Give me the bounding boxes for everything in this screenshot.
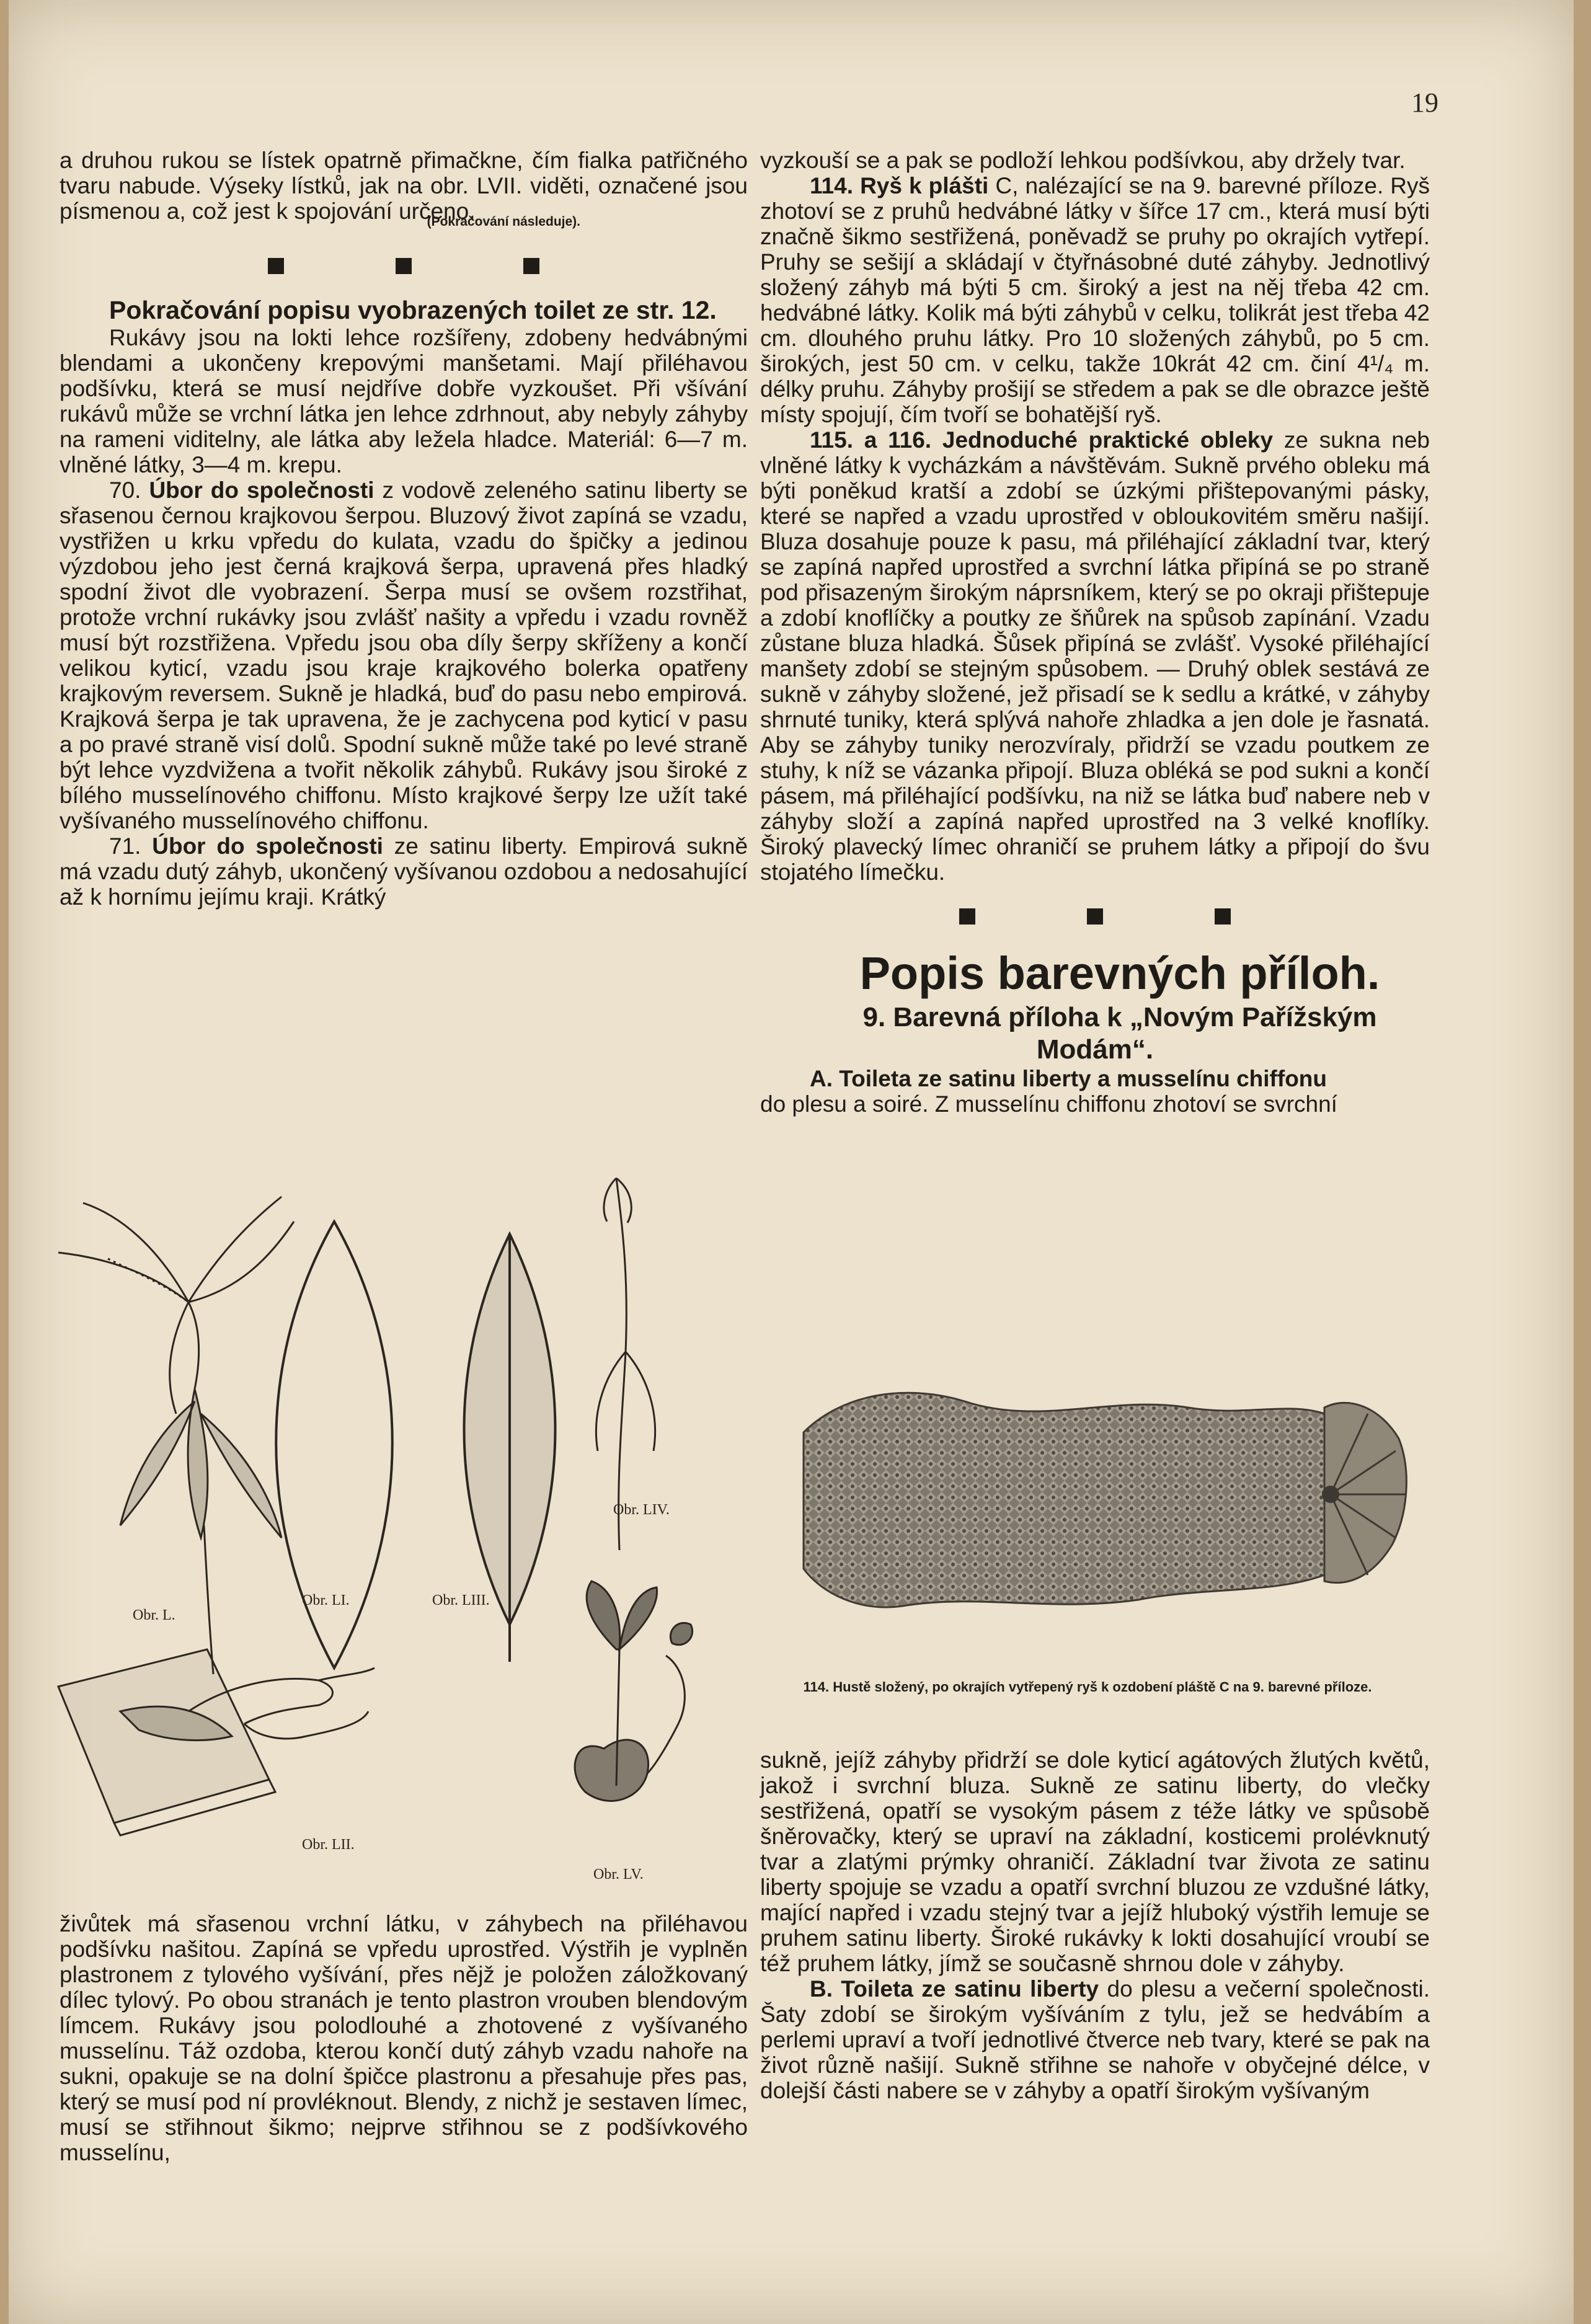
item-text: C, nalézající se na 9. barevné příloze. Ryš zhotoví se z pruhů hedvábné látky v šířce 17 cm., která musí býti značně šikmo sestřižená, poněvadž se pruhy po okrajích vytřepí. Pruhy se sešijí a skládají v čtyřnásobné duté záhyby. Jednotlivý složený záhyb má býti 5 cm. široký a jest na něj třeba 42 cm. hedvábné látky. Kolik má býti záhybů v celku, tolikrát jest třeba 42 cm. dlouhého pruhu látky. Pro 10 složených záhybů, po 5 cm. širokých, jest 50 cm. v celku, takže 10krát 42 cm. činí 4¹/₄ m. délky pruhu. Záhyby prošijí se středem a pak se dle obrazce ještě místy spojují, čím tvoří se bohatější ryš. [760,173,1430,427]
divider-square [959,908,975,925]
paragraph [760,173,1430,427]
subsection-heading: A. Toileta ze satinu liberty a musselínu chiffonu [810,1066,1327,1091]
figure-label: Obr. LIV. [613,1502,670,1518]
section-divider [760,908,1430,925]
item-number: 115. a 116. [810,427,932,453]
item-heading: Jednoduché praktické obleky [942,427,1274,453]
divider-square [1087,908,1103,925]
item-heading: Úbor do společnosti [152,833,383,859]
figure-lily-illustration [46,1153,734,1897]
divider-square [268,258,284,274]
left-column-top [60,148,748,910]
divider-square [396,258,412,274]
figure-ruffle-photo [791,1358,1411,1625]
item-number: 71. [109,833,141,859]
page-number: 19 [1411,87,1438,118]
item-heading: Ryš k plášti [860,173,989,198]
right-column-bottom [760,1747,1430,2103]
section-heading: Pokračování popisu vyobrazených toilet ze str. 12. [109,296,717,324]
paragraph: vyzkouší se a pak se podloží lehkou podšívkou, aby držely tvar. [760,148,1406,173]
section-title: Popis barevných příloh. [859,947,1380,999]
page [9,0,1574,2324]
paragraph: a druhou rukou se lístek opatrně přimačkne, čím fialka patřičného tvaru nabude. Výseky lístků, jak na obr. LVII. viděti, označené jsou písmenou a, což jest k spojování určeno. [60,148,748,224]
item-heading: Úbor do společnosti [149,477,374,503]
paragraph [760,1976,1430,2103]
item-number: 114. [810,173,853,198]
figure-label: Obr. LI. [302,1592,350,1608]
paragraph: do plesu a soiré. Z musselínu chiffonu zhotoví se svrchní [760,1091,1337,1117]
left-column-bottom [60,1911,748,2165]
figure-label: Obr. LII. [302,1837,355,1853]
divider-square [523,258,539,274]
paragraph [760,427,1430,885]
continued-text: (Pokračování následuje). [427,215,580,229]
item-number: 70. [109,477,141,503]
item-text: ze sukna neb vlněné látky k vycházkám a návštěvám. Sukně prvého obleku má býti poněkud kratší a zdobí se úzkými přištepovanými pásky, které se napřed a vzadu uprostřed v obloukovitém směru našijí. Bluza dosahuje pouze k pasu, má přiléhající základní tvar, který se zapíná napřed uprostřed a svrchní látka připíná se po straně pod přisazeným širokým náprsníkem, který se po okraji přištepuje a zdobí knoflíčky a poutky ze šňůrek na spůsob zapínání. Vzadu zůstane bluza hladká. Šůsek připíná se zvlášť. Vysoké přiléhající manšety zdobí se stejným spůsobem. — Druhý oblek sestává ze sukně v záhyby složené, jež přisadí se k sedlu a krátké, v záhyby shrnuté tuniky, která splývá nahoře zhladka a jen dole je řasnatá. Aby se záhyby tuniky nerozvíraly, přidrží se vzadu poutkem ze stuhy, k níž se vázanka připojí. Bluza obléká se pod sukni a končí pásem, má přiléhající podšívku, na niž se látka buď nabere neb v záhyby složí a zapíná napřed uprostřed na 3 velké knoflíky. Široký plavecký límec ohraničí se pruhem látky a připojí do švu stojatého límečku. [760,427,1430,885]
divider-square [1215,908,1231,925]
figure-label: Obr. LV. [593,1866,644,1883]
item-text: do plesu a večerní společnosti. Šaty zdobí se širokým vyšíváním z tylu, jež se hedvábím a perlemi upraví a tvoří jednotlivé čtverce neb tvary, které se pak na život různě našijí. Sukně střihne se nahoře v obyčejné délce, v dolejší části nabere se v záhyby a opatří širokým vyšívaným [760,1976,1430,2103]
section-divider [60,258,748,274]
paragraph [60,833,748,910]
figure-label: Obr. L. [133,1607,175,1623]
figure-label: Obr. LIII. [432,1592,490,1608]
item-text: z vodově zeleného satinu liberty se sřasenou černou krajkovou šerpou. Bluzový život zapíná se vzadu, vystřižen u krku vpředu do kulata, vzadu do špičky a jedinou výzdobou jeho jest černá krajková šerpa, upravená přes hladký spodní život dle vyobrazení. Šerpa musí se ovšem rozstřihat, protože vrchní rukávky jsou zvlášť našity a vpředu i vzadu rovněž musí být rozstřižena. Vpředu jsou oba díly šerpy skříženy a končí velikou kyticí, vzadu jsou kraje krajkového bolerka opatřeny krajkovým reversem. Sukně je hladká, buď do pasu nebo empirová. Krajková šerpa je tak upravena, že je zachycena pod kyticí v pasu a po pravé straně visí dolů. Spodní sukně může také po levé straně být lehce vyzdvižena a tvořit několik záhybů. Rukávy jsou široké z bílého musselínového chiffonu. Místo krajkové šerpy lze užít také vyšívaného musselínového chiffonu. [60,477,748,833]
section-subtitle: 9. Barevná příloha k „Novým Pařížským Modám“. [862,1002,1377,1065]
paragraph: živůtek má sřasenou vrchní látku, v záhybech na přiléhavou podšívku našitou. Zapíná se vpředu uprostřed. Výstřih je vyplněn plastronem z tylového vyšívání, přes nějž je položen záložkovaný dílec tylový. Po obou stranách je tento plastron vrouben blendovým límcem. Rukávy jsou polodlouhé a zhotovené z vyšívaného musselínu. Táž ozdoba, kterou končí dutý záhyb vzadu nahoře na sukni, opakuje se na dolní špičce plastronu a přesahuje přes pas, který se musí pod ní provléknout. Blendy, z nichž je sestaven límec, musí se střihnout šikmo; nejprve střihnou se z podšívkového musselínu, [60,1911,748,2165]
right-column-top [760,148,1430,1117]
item-text: ze satinu liberty. Empirová sukně má vzadu dutý záhyb, ukončený vyšívanou ozdobou a nedosahující až k hornímu jejímu kraji. Krátký [60,833,748,910]
paragraph [60,477,748,833]
figure-caption: 114. Hustě složený, po okrajích vytřepený ryš k ozdobení pláště C na 9. barevné příloze. [803,1679,1372,1695]
item-heading: B. Toileta ze satinu liberty [810,1976,1099,2002]
paragraph: sukně, jejíž záhyby přidrží se dole kyticí agátových žlutých květů, jakož i svrchní bluza. Sukně ze satinu liberty, do vlečky sestřižená, opatří se vysokým pásem z téže látky ve spůsobě šněrovačky, který se upraví na základní, kosticemi prolévknutý tvar a zlatými prýmky ohraničí. Základní tvar života ze satinu liberty spojuje se vzadu a opatří svrchní bluzou ze vzdušné látky, mající napřed i vzadu stejný tvar a jejíž hluboký výstřih lemuje se pruhem satinu liberty. Široké rukávky k lokti dosahující vroubí se též pruhem látky, jímž se současně shrnou dole v záhyby. [760,1747,1430,1976]
paragraph: Rukávy jsou na lokti lehce rozšířeny, zdobeny hedvábnými blendami a ukončeny krepovými manšetami. Mají přiléhavou podšívku, která se musí nejdříve dobře vyzkoušet. Při všívání rukávů může se vrchní látka jen lehce zdrhnout, aby nebyly záhyby na rameni viditelny, ale látka aby ležela hladce. Materiál: 6—7 m. vlněné látky, 3—4 m. krepu. [60,325,748,477]
